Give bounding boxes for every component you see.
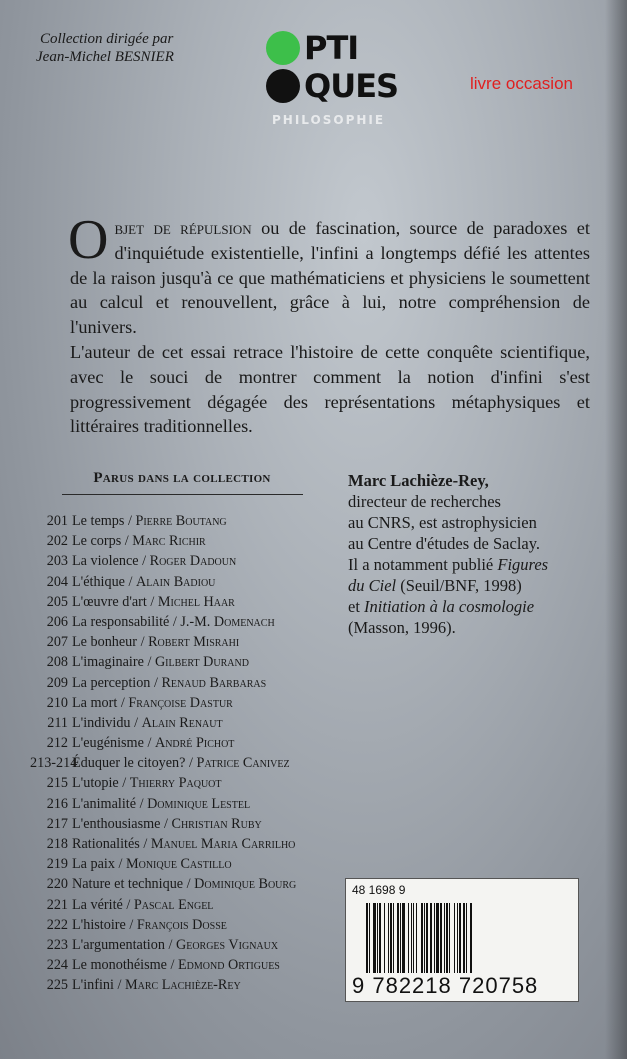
logo-green-dot <box>266 31 300 65</box>
title-author: Thierry Paquot <box>129 775 222 792</box>
blurb-text-1: ou de fascination, source de paradoxes et d'inquiétude existentielle, l'infini a longtemps défié les attentes de la raison jusqu'à ce que mathématiciens et physiciens le soumettent au calcul et renouvellent, grâce à lui, notre compréhension de l'univers. <box>70 218 590 338</box>
collection-list-item <box>30 673 296 693</box>
collection-list-item <box>30 632 296 652</box>
title-number: 201 <box>46 513 68 529</box>
drop-cap: O <box>68 209 109 271</box>
title-name: La perception <box>72 674 151 691</box>
title-separator: / <box>118 775 130 792</box>
title-separator: / <box>122 896 134 913</box>
title-author: Marc Lachièze-Rey <box>125 977 241 994</box>
title-number: 213-214 <box>30 755 78 772</box>
bio-book-title-1a: Figures <box>497 555 549 574</box>
title-author: Edmond Ortigues <box>178 957 280 974</box>
title-separator: / <box>160 815 172 832</box>
collection-list-item <box>30 935 296 955</box>
title-name: L'infini <box>72 977 114 994</box>
title-name: La mort <box>72 694 118 711</box>
title-separator: / <box>125 916 137 933</box>
title-number: 209 <box>46 674 68 691</box>
title-separator: / <box>124 513 136 529</box>
blurb-opening-words: bjet de répulsion <box>114 218 252 238</box>
heading-rule <box>62 494 303 495</box>
title-separator: / <box>138 553 150 570</box>
title-author: Robert Misrahi <box>148 634 240 651</box>
title-separator: / <box>143 654 155 671</box>
author-bio <box>348 470 598 638</box>
isbn-barcode <box>345 878 579 1002</box>
bio-book-title-1b: du Ciel <box>348 576 397 595</box>
collection-list-item <box>30 834 296 854</box>
title-number: 216 <box>46 795 68 812</box>
blurb-paragraph-1 <box>68 209 590 340</box>
collection-credit-line1: Collection dirigée par <box>40 31 174 47</box>
title-separator: / <box>150 674 162 691</box>
title-author: François Dosse <box>136 916 227 933</box>
title-name: La responsabilité <box>72 613 170 630</box>
collection-list-item <box>30 814 296 834</box>
bio-line-4: Il a notamment publié <box>348 555 498 574</box>
title-number: 208 <box>46 654 68 671</box>
title-separator: / <box>136 795 148 812</box>
back-cover-blurb <box>68 209 590 439</box>
blurb-paragraph-2: L'auteur de cet essai retrace l'histoire de cette conquête scientifique, avec le souci de montrer comment la notion d'infini s'est progressivement dégagée des représentations métaphysiques et littéraires traditionnelles. <box>70 341 590 437</box>
title-name: Éduquer le citoyen? <box>72 755 186 772</box>
title-number: 202 <box>46 533 68 550</box>
collection-list-item <box>30 794 296 814</box>
title-name: Le temps <box>72 513 125 529</box>
title-separator: / <box>130 714 142 731</box>
title-author: Alain Badiou <box>136 573 216 590</box>
title-number: 218 <box>46 836 68 852</box>
collection-list-item <box>30 612 296 632</box>
title-name: Nature et technique <box>72 876 184 893</box>
title-author: J.-M. Domenach <box>180 613 275 630</box>
title-separator: / <box>143 735 155 752</box>
collection-list-item <box>30 511 296 531</box>
logo-row1: PTI <box>304 29 359 67</box>
title-name: Le corps <box>72 533 122 550</box>
title-author: Manuel Maria Carrilho <box>150 836 296 852</box>
title-author: Gilbert Durand <box>154 654 249 671</box>
livre-occasion-watermark: livre occasion <box>470 74 573 93</box>
collection-list-item <box>30 874 296 894</box>
title-separator: / <box>124 573 137 590</box>
collection-title-list <box>30 511 296 996</box>
logo-subtitle: PHILOSOPHIE <box>272 113 386 127</box>
title-name: L'éthique <box>72 573 125 590</box>
title-number: 220 <box>46 876 68 893</box>
title-number: 205 <box>46 593 68 610</box>
title-name: Rationalités <box>72 836 140 852</box>
collection-list-item <box>30 572 296 592</box>
title-number: 210 <box>46 694 68 711</box>
bio-line-6: et <box>348 597 365 616</box>
title-author: Dominique Bourg <box>194 876 297 893</box>
title-separator: / <box>137 634 149 651</box>
title-author: Renaud Barbaras <box>161 674 267 691</box>
title-number: 207 <box>46 634 68 651</box>
barcode-bars <box>366 903 572 973</box>
title-separator: / <box>114 856 126 873</box>
title-author: Alain Renaut <box>141 714 223 731</box>
title-author: Pierre Boutang <box>135 513 227 529</box>
logo-black-dot <box>266 69 300 103</box>
bio-line-5: (Seuil/BNF, 1998) <box>396 576 522 595</box>
title-author: Marc Richir <box>132 533 206 550</box>
title-name: L'argumentation <box>72 936 165 953</box>
optiques-logo <box>266 29 399 131</box>
title-number: 223 <box>46 936 68 953</box>
title-author: Georges Vignaux <box>175 936 279 953</box>
bio-line-1: directeur de recherches <box>348 492 501 511</box>
title-separator: / <box>139 836 151 852</box>
title-number: 224 <box>46 957 68 974</box>
bio-book-title-2: Initiation à la cosmologie <box>364 597 535 616</box>
title-separator: / <box>183 876 195 893</box>
title-name: La violence <box>72 553 139 570</box>
title-separator: / <box>121 533 133 550</box>
title-number: 211 <box>47 714 68 731</box>
collection-list-item <box>30 733 296 753</box>
title-author: Christian Ruby <box>171 815 262 832</box>
bio-line-2: au CNRS, est astrophysicien <box>348 513 537 532</box>
collection-list-item <box>30 693 296 713</box>
collection-list-item <box>30 592 296 612</box>
title-name: L'individu <box>72 714 131 731</box>
collection-list-item <box>30 895 296 915</box>
title-number: 204 <box>46 573 68 590</box>
title-separator: / <box>113 977 126 994</box>
collection-director: Jean-Michel BESNIER <box>36 49 174 65</box>
title-author: Monique Castillo <box>125 856 232 873</box>
collection-list-item <box>30 713 296 733</box>
bio-line-3: au Centre d'études de Saclay. <box>348 534 541 553</box>
title-author: Dominique Lestel <box>147 795 251 812</box>
title-author: Michel Haar <box>157 593 235 610</box>
author-name: Marc Lachièze-Rey, <box>348 471 489 490</box>
barcode-bar <box>472 903 473 973</box>
title-number: 203 <box>46 553 68 570</box>
collection-list-item <box>30 551 296 571</box>
title-author: Pascal Engel <box>133 896 214 913</box>
title-name: L'animalité <box>72 795 137 812</box>
collection-list-item <box>30 955 296 975</box>
title-name: L'enthousiasme <box>72 815 161 832</box>
collection-list-item <box>30 652 296 672</box>
title-number: 225 <box>46 977 68 994</box>
title-name: L'histoire <box>72 916 126 933</box>
title-author: Patrice Canivez <box>196 755 290 772</box>
title-name: La vérité <box>72 896 123 913</box>
title-separator: / <box>117 694 129 711</box>
title-name: L'œuvre d'art <box>72 593 147 610</box>
collection-list-item <box>30 773 296 793</box>
title-name: La paix <box>72 856 115 873</box>
title-number: 212 <box>46 735 68 752</box>
bio-line-7: (Masson, 1996). <box>348 618 456 637</box>
title-name: L'imaginaire <box>72 654 144 671</box>
title-author: Françoise Dastur <box>128 694 233 711</box>
title-author: Roger Dadoun <box>149 553 237 570</box>
title-separator: / <box>146 593 158 610</box>
title-name: L'eugénisme <box>72 735 144 752</box>
collection-list-item <box>30 915 296 935</box>
barcode-top-code: 48 1698 9 <box>352 883 406 897</box>
logo-row2: QUES <box>304 67 399 105</box>
collection-list-heading: Parus dans la collection <box>93 470 271 486</box>
title-number: 217 <box>46 815 68 832</box>
title-number: 206 <box>46 613 68 630</box>
title-name: Le monothéisme <box>72 957 167 974</box>
collection-list-item <box>30 975 296 995</box>
collection-list-item <box>30 531 296 551</box>
title-separator: / <box>166 957 179 974</box>
title-separator: / <box>164 936 176 953</box>
title-author: André Pichot <box>154 735 235 752</box>
collection-list-item <box>30 854 296 874</box>
title-separator: / <box>169 613 181 630</box>
title-number: 222 <box>46 916 68 933</box>
title-name: Le bonheur <box>72 634 138 651</box>
title-number: 221 <box>46 896 68 913</box>
title-number: 215 <box>46 775 68 792</box>
title-number: 219 <box>46 856 68 873</box>
collection-credit <box>36 30 174 66</box>
barcode-digits: 9 782218 720758 <box>352 973 539 998</box>
title-name: L'utopie <box>72 775 119 792</box>
collection-list-item <box>30 753 296 773</box>
title-separator: / <box>185 755 197 772</box>
